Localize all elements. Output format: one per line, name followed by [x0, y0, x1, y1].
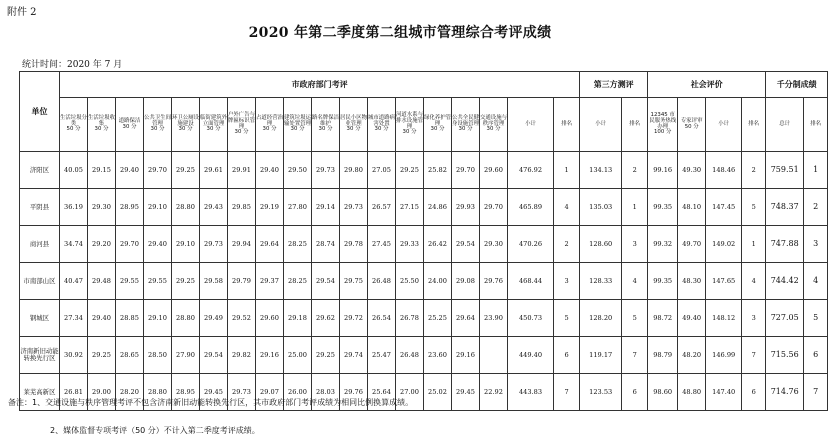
score-cell: 29.50 [284, 152, 312, 189]
dept-rank-header: 排名 [554, 98, 580, 152]
score-cell: 26.54 [368, 300, 396, 337]
dept-item-header: 城市道路病害处置 30 分 [368, 98, 396, 152]
score-cell: 27.05 [368, 152, 396, 189]
tp-subtotal-cell: 128.20 [580, 300, 622, 337]
tp-rank-cell: 7 [622, 337, 648, 374]
municipal-group-header: 市政府部门考评 [60, 72, 580, 98]
tp-rank-cell: 6 [622, 374, 648, 411]
region-cell: 莱芜高新区 [20, 374, 60, 411]
total-cell: 727.05 [766, 300, 804, 337]
score-cell: 29.37 [256, 263, 284, 300]
hotline-cell: 99.35 [648, 189, 678, 226]
expert-cell: 49.70 [678, 226, 706, 263]
tp-rank-cell: 2 [622, 152, 648, 189]
expert-header: 专家评审 50 分 [678, 98, 706, 152]
social-subtotal-cell: 147.45 [706, 189, 742, 226]
score-cell: 28.03 [312, 374, 340, 411]
score-cell: 29.75 [340, 263, 368, 300]
expert-cell: 48.10 [678, 189, 706, 226]
score-cell: 22.92 [480, 374, 508, 411]
tp-subtotal-cell: 128.33 [580, 263, 622, 300]
score-cell: 28.80 [144, 374, 172, 411]
expert-cell: 48.20 [678, 337, 706, 374]
score-cell: 36.19 [60, 189, 88, 226]
score-cell: 29.73 [312, 152, 340, 189]
dept-subtotal-cell: 468.44 [508, 263, 554, 300]
thousand-group-header: 千分制成绩 [766, 72, 828, 98]
score-cell: 28.25 [284, 226, 312, 263]
social-subtotal-cell: 146.99 [706, 337, 742, 374]
social-rank-cell: 1 [742, 226, 766, 263]
tp-rank-cell: 4 [622, 263, 648, 300]
dept-item-header: 公共全民健身设施管理 30 分 [452, 98, 480, 152]
score-cell: 28.74 [312, 226, 340, 263]
score-cell: 29.19 [256, 189, 284, 226]
region-cell: 济阳区 [20, 152, 60, 189]
score-cell: 29.70 [144, 152, 172, 189]
score-cell: 29.70 [480, 189, 508, 226]
final-rank-cell: 7 [804, 374, 828, 411]
score-cell: 27.80 [284, 189, 312, 226]
dept-subtotal-cell: 470.26 [508, 226, 554, 263]
expert-cell: 48.30 [678, 263, 706, 300]
table-row [20, 152, 828, 189]
score-cell: 29.61 [200, 152, 228, 189]
total-header: 总计 [766, 98, 804, 152]
dept-rank-cell: 3 [554, 263, 580, 300]
dept-item-header: 河道水系与排水设施管理 30 分 [396, 98, 424, 152]
expert-cell: 48.80 [678, 374, 706, 411]
score-cell: 26.00 [284, 374, 312, 411]
note-1: 备注：1、交通设施与秩序管理考评不包含济南新旧动能转换先行区，其市政府部门考评成绩为相同比例换算成绩。 [8, 398, 414, 407]
score-cell: 29.93 [452, 189, 480, 226]
notes [8, 389, 413, 445]
score-cell: 29.18 [284, 300, 312, 337]
stat-time: 统计时间：2020 年 7 月 [22, 60, 123, 70]
score-cell: 29.07 [256, 374, 284, 411]
score-cell: 28.20 [116, 374, 144, 411]
score-cell: 27.34 [60, 300, 88, 337]
region-cell: 平阴县 [20, 189, 60, 226]
social-rank-cell: 3 [742, 300, 766, 337]
score-cell: 28.95 [172, 374, 200, 411]
tp-subtotal-cell: 135.03 [580, 189, 622, 226]
region-cell: 商河县 [20, 226, 60, 263]
social-subtotal-cell: 148.46 [706, 152, 742, 189]
score-cell: 29.10 [144, 189, 172, 226]
score-cell: 40.47 [60, 263, 88, 300]
table-row [20, 263, 828, 300]
score-cell: 27.15 [396, 189, 424, 226]
score-table [19, 71, 828, 411]
social-rank-cell: 5 [742, 189, 766, 226]
score-cell: 29.72 [340, 300, 368, 337]
page-title: 2020 年第二季度第二组城市管理综合考评成绩 [248, 25, 552, 41]
score-cell: 28.80 [172, 300, 200, 337]
score-cell: 23.90 [480, 300, 508, 337]
score-cell: 29.15 [88, 152, 116, 189]
unit-header: 单位 [20, 72, 60, 152]
score-cell: 28.25 [284, 263, 312, 300]
score-cell: 29.76 [340, 374, 368, 411]
score-cell: 29.82 [228, 337, 256, 374]
dept-item-header: 公共卫生间管理 30 分 [144, 98, 172, 152]
dept-rank-cell: 2 [554, 226, 580, 263]
final-rank-cell: 2 [804, 189, 828, 226]
table-row [20, 189, 828, 226]
score-cell: 29.10 [144, 300, 172, 337]
score-cell: 29.40 [256, 152, 284, 189]
score-cell: 29.40 [116, 152, 144, 189]
dept-item-header: 生活垃圾收集 30 分 [88, 98, 116, 152]
score-cell: 25.00 [284, 337, 312, 374]
score-cell: 25.47 [368, 337, 396, 374]
dept-subtotal-cell: 443.83 [508, 374, 554, 411]
total-cell: 748.37 [766, 189, 804, 226]
score-cell: 29.48 [88, 263, 116, 300]
dept-item-header: 占道经营治理 30 分 [256, 98, 284, 152]
score-cell: 27.90 [172, 337, 200, 374]
hotline-header: 12345 市民服务热线办理 100 分 [648, 98, 678, 152]
score-cell: 26.78 [396, 300, 424, 337]
tp-subtotal-cell: 134.13 [580, 152, 622, 189]
dept-item-header: 临街建筑外立面管理 30 分 [200, 98, 228, 152]
social-subtotal-cell: 149.02 [706, 226, 742, 263]
score-cell: 25.25 [424, 300, 452, 337]
score-cell: 29.43 [200, 189, 228, 226]
dept-subtotal-cell: 476.92 [508, 152, 554, 189]
social-rank-cell: 7 [742, 337, 766, 374]
social-group-header: 社会评价 [648, 72, 766, 98]
tp-subtotal-cell: 123.53 [580, 374, 622, 411]
dept-item-header: 交通设施与秩序管理 30 分 [480, 98, 508, 152]
region-cell: 市南部山区 [20, 263, 60, 300]
total-cell: 715.56 [766, 337, 804, 374]
hotline-cell: 98.79 [648, 337, 678, 374]
score-cell: 27.00 [396, 374, 424, 411]
score-cell [480, 337, 508, 374]
score-cell: 29.79 [228, 263, 256, 300]
score-cell: 28.65 [116, 337, 144, 374]
score-cell: 29.70 [452, 152, 480, 189]
score-cell: 30.92 [60, 337, 88, 374]
tp-rank-cell: 5 [622, 300, 648, 337]
score-cell: 29.76 [480, 263, 508, 300]
region-cell: 钢城区 [20, 300, 60, 337]
final-rank-cell: 3 [804, 226, 828, 263]
score-cell: 29.49 [200, 300, 228, 337]
dept-subtotal-cell: 465.89 [508, 189, 554, 226]
score-cell: 29.00 [88, 374, 116, 411]
header-row-items [20, 98, 828, 152]
score-cell: 29.60 [480, 152, 508, 189]
dept-rank-cell: 7 [554, 374, 580, 411]
total-cell: 759.51 [766, 152, 804, 189]
score-cell: 24.86 [424, 189, 452, 226]
score-cell: 29.74 [340, 337, 368, 374]
dept-subtotal-header: 小计 [508, 98, 554, 152]
score-cell: 29.58 [200, 263, 228, 300]
score-cell: 29.94 [228, 226, 256, 263]
expert-cell: 49.30 [678, 152, 706, 189]
final-rank-cell: 4 [804, 263, 828, 300]
tp-rank-header: 排名 [622, 98, 648, 152]
score-cell: 29.60 [256, 300, 284, 337]
score-cell: 29.08 [452, 263, 480, 300]
score-cell: 29.20 [88, 226, 116, 263]
score-cell: 29.14 [312, 189, 340, 226]
score-cell: 40.05 [60, 152, 88, 189]
score-cell: 29.62 [312, 300, 340, 337]
score-cell: 25.50 [396, 263, 424, 300]
score-cell: 27.45 [368, 226, 396, 263]
score-cell: 25.64 [368, 374, 396, 411]
tp-subtotal-header: 小计 [580, 98, 622, 152]
dept-subtotal-cell: 449.40 [508, 337, 554, 374]
score-cell: 24.00 [424, 263, 452, 300]
score-cell: 29.91 [228, 152, 256, 189]
header-row-groups [20, 72, 828, 98]
dept-item-header: 居民小区物业管理 30 分 [340, 98, 368, 152]
score-cell: 26.42 [424, 226, 452, 263]
score-cell: 23.60 [424, 337, 452, 374]
expert-cell: 49.40 [678, 300, 706, 337]
hotline-cell: 99.35 [648, 263, 678, 300]
dept-item-header: 绿化养护管理 30 分 [424, 98, 452, 152]
score-cell: 29.73 [200, 226, 228, 263]
dept-item-header: 户外广告与牌匾标识管理 30 分 [228, 98, 256, 152]
score-cell: 29.70 [116, 226, 144, 263]
score-cell: 29.85 [228, 189, 256, 226]
hotline-cell: 99.32 [648, 226, 678, 263]
dept-rank-cell: 4 [554, 189, 580, 226]
score-cell: 29.73 [340, 189, 368, 226]
social-rank-cell: 4 [742, 263, 766, 300]
score-cell: 29.64 [452, 300, 480, 337]
third-party-group-header: 第三方测评 [580, 72, 648, 98]
score-cell: 29.54 [452, 226, 480, 263]
score-cell: 29.64 [256, 226, 284, 263]
hotline-cell: 99.16 [648, 152, 678, 189]
score-cell: 29.40 [144, 226, 172, 263]
score-cell: 25.82 [424, 152, 452, 189]
score-cell: 29.25 [172, 263, 200, 300]
social-subtotal-header: 小计 [706, 98, 742, 152]
table-row [20, 337, 828, 374]
score-cell: 29.40 [88, 300, 116, 337]
dept-item-header: 道路保洁 30 分 [116, 98, 144, 152]
dept-item-header: 路名牌保洁维护 30 分 [312, 98, 340, 152]
score-cell: 29.45 [452, 374, 480, 411]
social-subtotal-cell: 147.65 [706, 263, 742, 300]
social-rank-header: 排名 [742, 98, 766, 152]
score-cell: 29.25 [312, 337, 340, 374]
total-cell: 747.88 [766, 226, 804, 263]
dept-item-header: 环卫公厕设施建设 30 分 [172, 98, 200, 152]
score-cell: 26.81 [60, 374, 88, 411]
final-rank-header: 排名 [804, 98, 828, 152]
score-cell: 29.73 [228, 374, 256, 411]
social-subtotal-cell: 148.12 [706, 300, 742, 337]
score-cell: 34.74 [60, 226, 88, 263]
score-cell: 29.80 [340, 152, 368, 189]
dept-rank-cell: 5 [554, 300, 580, 337]
attachment-label: 附件 2 [7, 7, 37, 18]
score-cell: 29.16 [256, 337, 284, 374]
social-rank-cell: 6 [742, 374, 766, 411]
score-cell: 29.25 [172, 152, 200, 189]
final-rank-cell: 5 [804, 300, 828, 337]
score-cell: 29.54 [200, 337, 228, 374]
tp-rank-cell: 1 [622, 189, 648, 226]
final-rank-cell: 1 [804, 152, 828, 189]
total-cell: 714.76 [766, 374, 804, 411]
score-cell: 28.80 [172, 189, 200, 226]
dept-subtotal-cell: 450.73 [508, 300, 554, 337]
score-cell: 29.54 [312, 263, 340, 300]
dept-rank-cell: 6 [554, 337, 580, 374]
score-cell: 29.55 [116, 263, 144, 300]
score-cell: 29.30 [88, 189, 116, 226]
score-cell: 29.10 [172, 226, 200, 263]
score-cell: 28.85 [116, 300, 144, 337]
tp-subtotal-cell: 128.60 [580, 226, 622, 263]
score-cell: 25.02 [424, 374, 452, 411]
score-cell: 29.30 [480, 226, 508, 263]
table-row [20, 226, 828, 263]
tp-rank-cell: 3 [622, 226, 648, 263]
score-cell: 28.50 [144, 337, 172, 374]
region-cell: 济南新旧动能转换先行区 [20, 337, 60, 374]
dept-rank-cell: 1 [554, 152, 580, 189]
score-cell: 29.25 [88, 337, 116, 374]
social-rank-cell: 2 [742, 152, 766, 189]
social-subtotal-cell: 147.40 [706, 374, 742, 411]
final-rank-cell: 6 [804, 337, 828, 374]
dept-item-header: 建筑垃圾运输处置管理 30 分 [284, 98, 312, 152]
note-2: 2、媒体监督专项考评（50 分）不计入第二季度考评成绩。 [50, 426, 260, 435]
score-cell: 26.57 [368, 189, 396, 226]
score-cell: 26.48 [368, 263, 396, 300]
score-cell: 29.55 [144, 263, 172, 300]
score-cell: 29.25 [396, 152, 424, 189]
score-cell: 29.78 [340, 226, 368, 263]
score-cell: 29.45 [200, 374, 228, 411]
score-cell: 29.52 [228, 300, 256, 337]
hotline-cell: 98.60 [648, 374, 678, 411]
hotline-cell: 98.72 [648, 300, 678, 337]
table-row [20, 300, 828, 337]
tp-subtotal-cell: 119.17 [580, 337, 622, 374]
dept-item-header: 生活垃圾分类 50 分 [60, 98, 88, 152]
score-cell: 29.16 [452, 337, 480, 374]
score-cell: 29.33 [396, 226, 424, 263]
score-cell: 26.48 [396, 337, 424, 374]
total-cell: 744.42 [766, 263, 804, 300]
score-cell: 28.95 [116, 189, 144, 226]
